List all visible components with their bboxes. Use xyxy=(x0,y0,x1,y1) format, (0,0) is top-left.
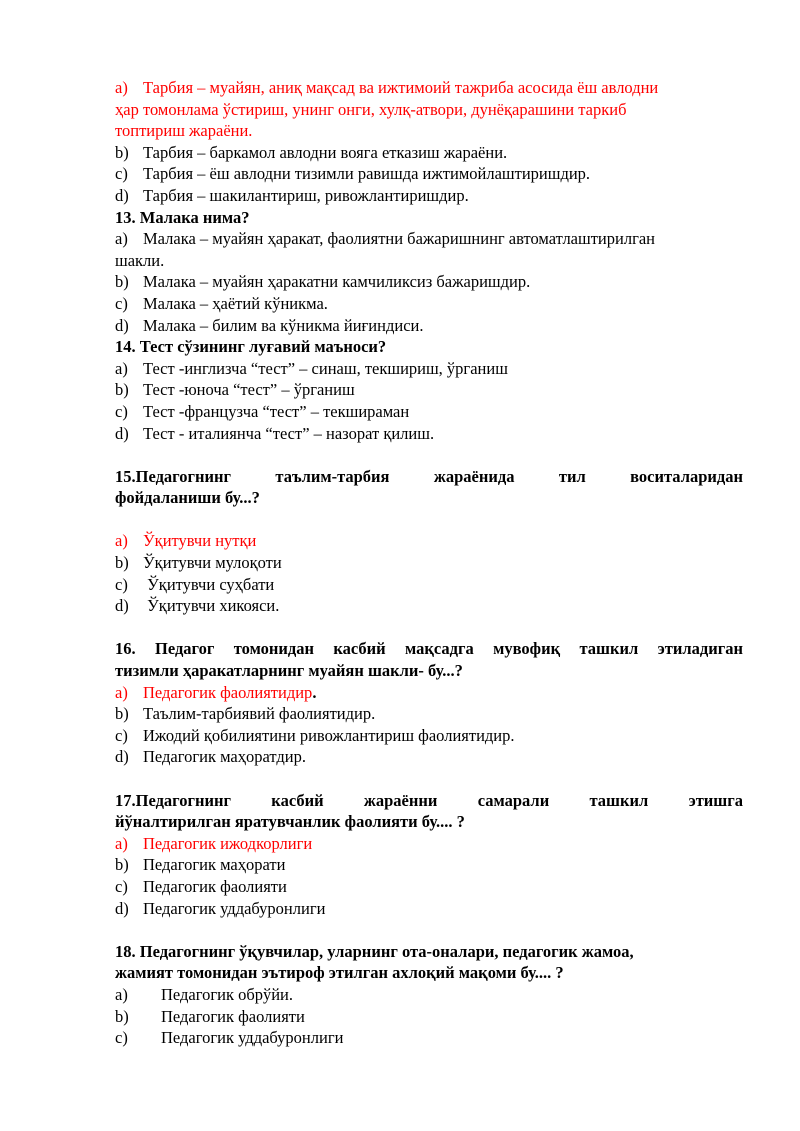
spacer xyxy=(115,768,743,790)
option-12a-line-2: ҳар томонлама ўстириш, унинг онги, хулқ-атвори, дунёқарашини таркиб xyxy=(115,99,627,119)
option-14c: c) Тест -французча “тест” – текшираман xyxy=(115,401,410,421)
option-18b: b) Педагогик фаолияти xyxy=(115,1006,305,1026)
question-16-title-line-2: тизимли ҳаракатларнинг муайян шакли- бу...? xyxy=(115,661,463,681)
question-13-title: 13. Малака нима? xyxy=(115,207,250,227)
option-15d: d) Ўқитувчи хикояси. xyxy=(115,596,280,616)
question-15-title-line-1: 15.Педагогнинг таълим-тарбия жараёнида тил воситаларидан xyxy=(115,466,743,486)
option-13b: b) Малака – муайян ҳаракатни камчиликсиз бажаришдир. xyxy=(115,272,531,292)
option-12d: d) Тарбия – шакилантириш, ривожлантиришдир. xyxy=(115,185,469,205)
option-14d: d) Тест - италиянча “тест” – назорат қилиш. xyxy=(115,423,435,443)
question-17-title-line-2: йўналтирилган яратувчанлик фаолияти бу.... ? xyxy=(115,812,465,832)
question-18-title-line-1: 18. Педагогнинг ўқувчилар, уларнинг ота-оналари, педагогик жамоа, xyxy=(115,941,634,961)
question-14 xyxy=(115,336,743,444)
option-13c: c) Малака – ҳаётий кўникма. xyxy=(115,293,328,313)
question-14-title: 14. Тест сўзининг луғавий маъноси? xyxy=(115,337,387,357)
option-16b: b) Таълим-тарбиявий фаолиятидир. xyxy=(115,704,376,724)
question-15 xyxy=(115,466,743,617)
option-18a: a) Педагогик обрўйи. xyxy=(115,984,294,1004)
spacer xyxy=(115,444,743,466)
question-16 xyxy=(115,638,743,768)
option-12a-line-1: a) Тарбия – муайян, аниқ мақсад ва ижтимоий тажриба асосида ёш авлодни xyxy=(115,78,659,97)
option-17d: d) Педагогик уддабуронлиги xyxy=(115,898,326,918)
option-18c: c) Педагогик уддабуронлиги xyxy=(115,1028,344,1048)
option-12b: b) Тарбия – баркамол авлодни вояга етказиш жараёни. xyxy=(115,142,508,162)
option-13a-line-1: a) Малака – муайян ҳаракат, фаолиятни бажаришнинг автоматлаштирилган xyxy=(115,229,655,249)
option-16c: c) Ижодий қобилиятини ривожлантириш фаолиятидир. xyxy=(115,725,515,745)
option-12a-line-3: топтириш жараёни. xyxy=(115,121,253,141)
option-13a-line-2: шакли. xyxy=(115,250,165,270)
question-15-title-line-2: фойдаланиши бу...? xyxy=(115,488,260,508)
option-12c: c) Тарбия – ёш авлодни тизимли равишда ижтимойлаштиришдир. xyxy=(115,164,591,184)
spacer xyxy=(115,617,743,639)
option-15a: a) Ўқитувчи нутқи xyxy=(115,531,257,551)
question-17 xyxy=(115,790,743,920)
option-17a: a) Педагогик ижодкорлиги xyxy=(115,833,313,853)
question-17-title-line-1: 17.Педагогнинг касбий жараённи самарали ташкил этишга xyxy=(115,790,743,810)
option-17b: b) Педагогик маҳорати xyxy=(115,855,286,875)
spacer xyxy=(115,919,743,941)
question-18 xyxy=(115,941,743,1049)
option-14b: b) Тест -юноча “тест” – ўрганиш xyxy=(115,380,355,400)
option-15c: c) Ўқитувчи суҳбати xyxy=(115,574,275,594)
document-page xyxy=(115,77,743,1049)
option-13d: d) Малака – билим ва кўникма йиғиндиси. xyxy=(115,315,424,335)
option-16d: d) Педагогик маҳоратдир. xyxy=(115,747,306,767)
option-16a: a) Педагогик фаолиятидир. xyxy=(115,682,317,702)
question-12 xyxy=(115,77,743,207)
option-15b: b) Ўқитувчи мулоқоти xyxy=(115,553,282,573)
option-17c: c) Педагогик фаолияти xyxy=(115,876,287,896)
option-14a: a) Тест -инглизча “тест” – синаш, текшириш, ўрганиш xyxy=(115,358,508,378)
question-18-title-line-2: жамият томонидан эътироф этилган ахлоқий мақоми бу.... ? xyxy=(115,963,564,983)
spacer xyxy=(115,509,743,531)
question-13 xyxy=(115,207,743,337)
question-16-title-line-1: 16. Педагог томонидан касбий мақсадга мувофиқ ташкил этиладиган xyxy=(115,639,743,659)
